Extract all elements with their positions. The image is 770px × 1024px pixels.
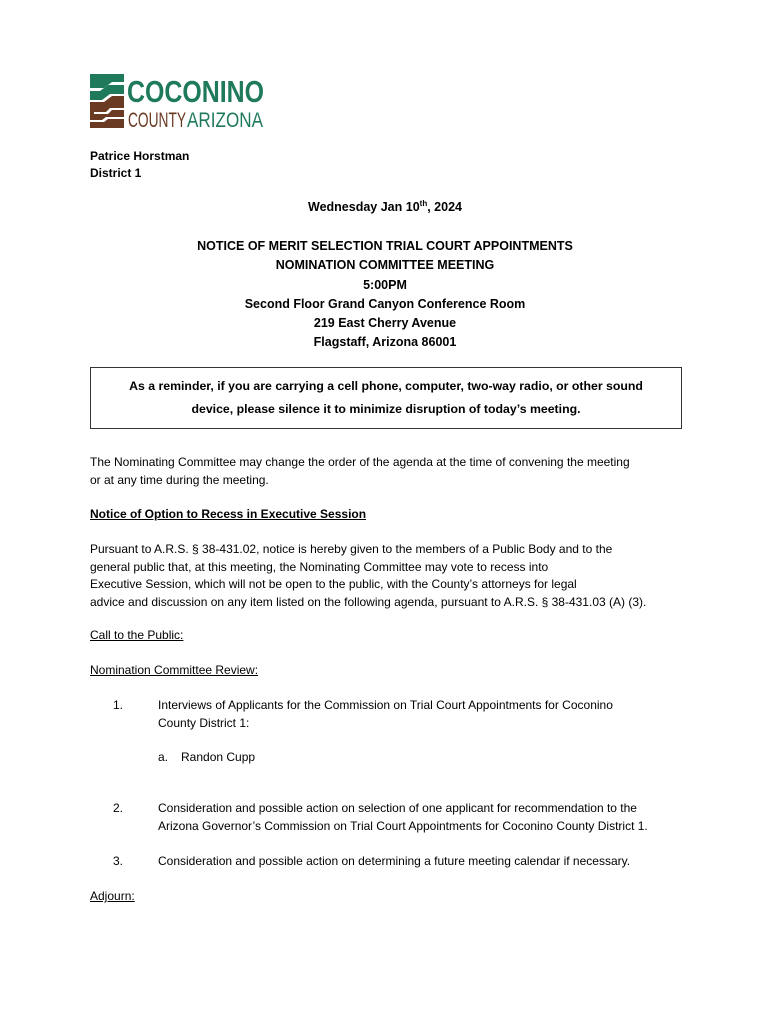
meeting-time: 5:00PM xyxy=(363,277,407,292)
item-3-number: 3. xyxy=(113,854,124,868)
supervisor-header xyxy=(90,148,189,182)
meeting-date-main: Wednesday Jan 10 xyxy=(308,200,420,214)
exec-line-1: Pursuant to A.R.S. § 38-431.02, notice is hereby given to the members of a Public Body and to the xyxy=(90,542,613,556)
logo-graphic xyxy=(90,72,270,132)
coconino-county-logo xyxy=(90,72,270,132)
item-1-text xyxy=(158,697,698,732)
meeting-date-year: , 2024 xyxy=(427,200,462,214)
call-to-public-heading: Call to the Public: xyxy=(90,628,184,642)
item-1-number: 1. xyxy=(113,698,124,712)
reminder-line-1: As a reminder, if you are carrying a cell phone, computer, two-way radio, or other sound xyxy=(129,379,643,393)
exec-line-4: advice and discussion on any item listed on the following agenda, pursuant to A.R.S. § 38-431.03 (A) (3). xyxy=(90,594,647,609)
meeting-room: Second Floor Grand Canyon Conference Room xyxy=(244,296,526,311)
supervisor-district: District 1 xyxy=(90,166,142,180)
logo-text-county: COUNTY xyxy=(128,109,186,132)
item-2-text xyxy=(158,800,698,835)
item-1a-label: a. xyxy=(158,750,169,764)
item-1-line-1: Interviews of Applicants for the Commission on Trial Court Appointments for Coconino xyxy=(158,698,613,712)
item-1-line-2: County District 1: xyxy=(158,715,250,730)
item-2-line-1: Consideration and possible action on selection of one applicant for recommendation to the xyxy=(158,801,637,815)
agenda-note-line-1: The Nominating Committee may change the order of the agenda at the time of convening the meeting xyxy=(90,455,630,469)
item-2-line-2: Arizona Governor’s Commission on Trial Court Appointments for Coconino County District 1. xyxy=(158,818,648,833)
exec-line-3: Executive Session, which will not be open to the public, with the County’s attorneys for legal xyxy=(90,577,577,591)
meeting-date xyxy=(90,200,680,214)
nomination-review-heading: Nomination Committee Review: xyxy=(90,663,259,677)
notice-title: NOTICE OF MERIT SELECTION TRIAL COURT APPOINTMENTS xyxy=(197,239,573,253)
notice-subtitle: NOMINATION COMMITTEE MEETING xyxy=(275,258,495,273)
exec-line-2: general public that, at this meeting, the Nominating Committee may vote to recess into xyxy=(90,559,549,574)
item-3-text: Consideration and possible action on determining a future meeting calendar if necessary. xyxy=(158,854,631,868)
executive-session-heading: Notice of Option to Recess in Executive Session xyxy=(90,507,367,521)
logo-emblem xyxy=(90,74,124,128)
meeting-notice xyxy=(90,237,680,353)
meeting-street: 219 East Cherry Avenue xyxy=(313,316,457,331)
meeting-city: Flagstaff, Arizona 86001 xyxy=(313,335,457,350)
logo-text-coconino: COCONINO xyxy=(127,74,264,109)
item-2-number: 2. xyxy=(113,801,124,815)
agenda-note-line-2: or at any time during the meeting. xyxy=(90,472,269,487)
reminder-box xyxy=(90,367,682,429)
agenda-order-note xyxy=(90,454,690,489)
reminder-line-2: device, please silence it to minimize disruption of today’s meeting. xyxy=(191,402,581,416)
supervisor-name: Patrice Horstman xyxy=(90,149,190,163)
executive-session-paragraph xyxy=(90,541,690,611)
adjourn-heading: Adjourn: xyxy=(90,889,135,903)
logo-text-arizona: ARIZONA xyxy=(187,109,263,132)
meeting-date-ordinal: th xyxy=(419,198,428,208)
applicant-name: Randon Cupp xyxy=(181,750,256,764)
